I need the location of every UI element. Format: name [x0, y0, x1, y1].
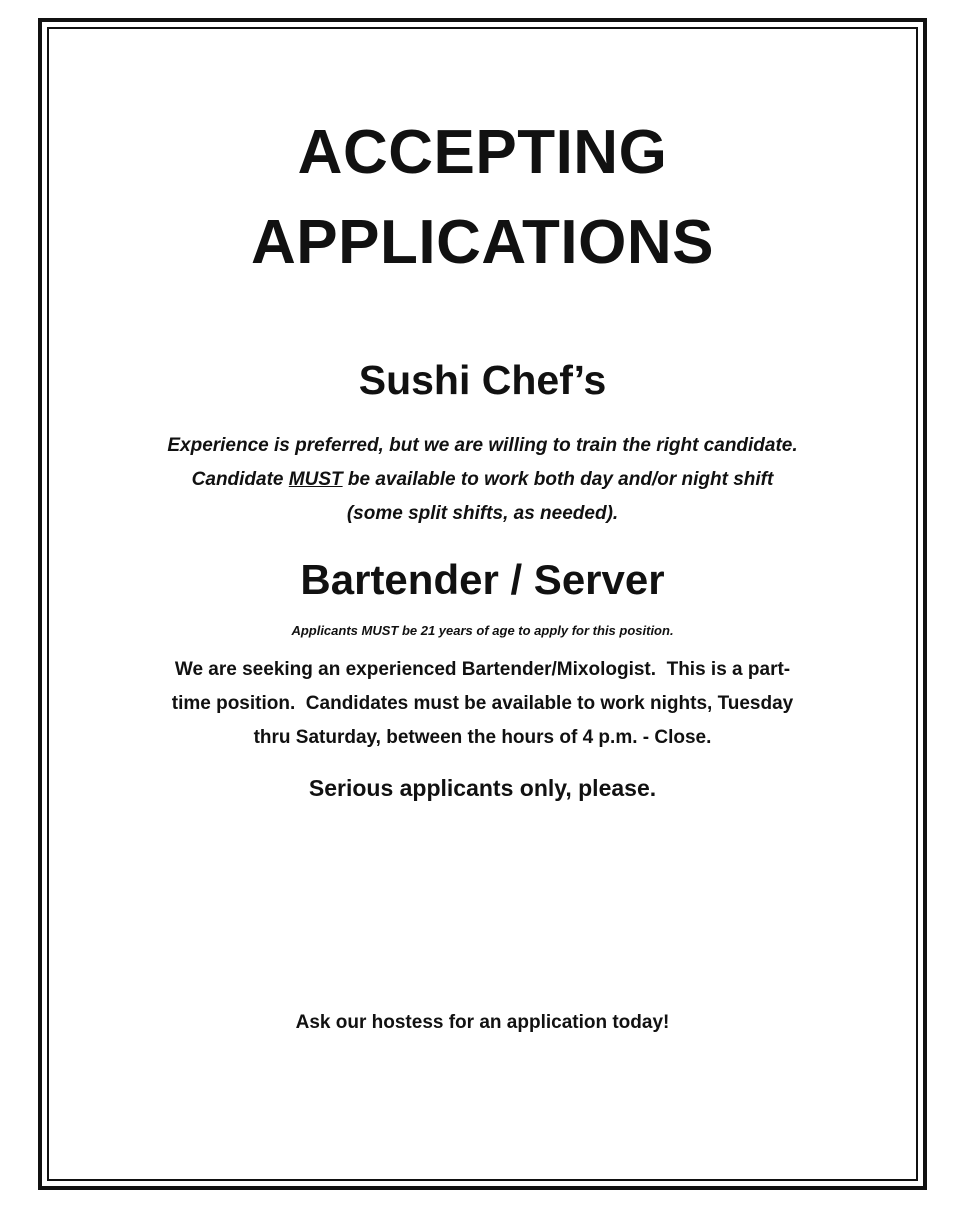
sushi-desc-line-1: Experience is preferred, but we are willing to train the right candidate. [167, 435, 798, 456]
bartender-desc-line-1: We are seeking an experienced Bartender/Mixologist. This is a part- [174, 659, 791, 680]
sushi-desc-line-2 [60, 463, 905, 497]
sushi-chef-description [60, 429, 905, 531]
sushi-desc-line-2-start: Candidate [191, 469, 289, 490]
must-emphasis: MUST [288, 469, 343, 490]
sushi-chef-heading: Sushi Chef’s [358, 357, 607, 403]
bartender-description [110, 653, 855, 755]
sushi-desc-line-3: (some split shifts, as needed). [346, 503, 619, 524]
title-line-2: APPLICATIONS [251, 208, 714, 277]
title-line-1: ACCEPTING [297, 118, 668, 187]
sushi-desc-line-2-end: be available to work both day and/or night shift [342, 469, 774, 490]
age-requirement-note: Applicants MUST be 21 years of age to apply for this position. [291, 623, 674, 638]
call-to-action: Ask our hostess for an application today! [295, 1012, 670, 1033]
bartender-desc-line-3: thru Saturday, between the hours of 4 p.m. - Close. [253, 727, 712, 748]
serious-applicants-note: Serious applicants only, please. [308, 775, 657, 801]
bartender-heading: Bartender / Server [300, 556, 665, 603]
page-title [60, 108, 905, 288]
bartender-desc-line-2: time position. Candidates must be available to work nights, Tuesday [171, 693, 794, 714]
